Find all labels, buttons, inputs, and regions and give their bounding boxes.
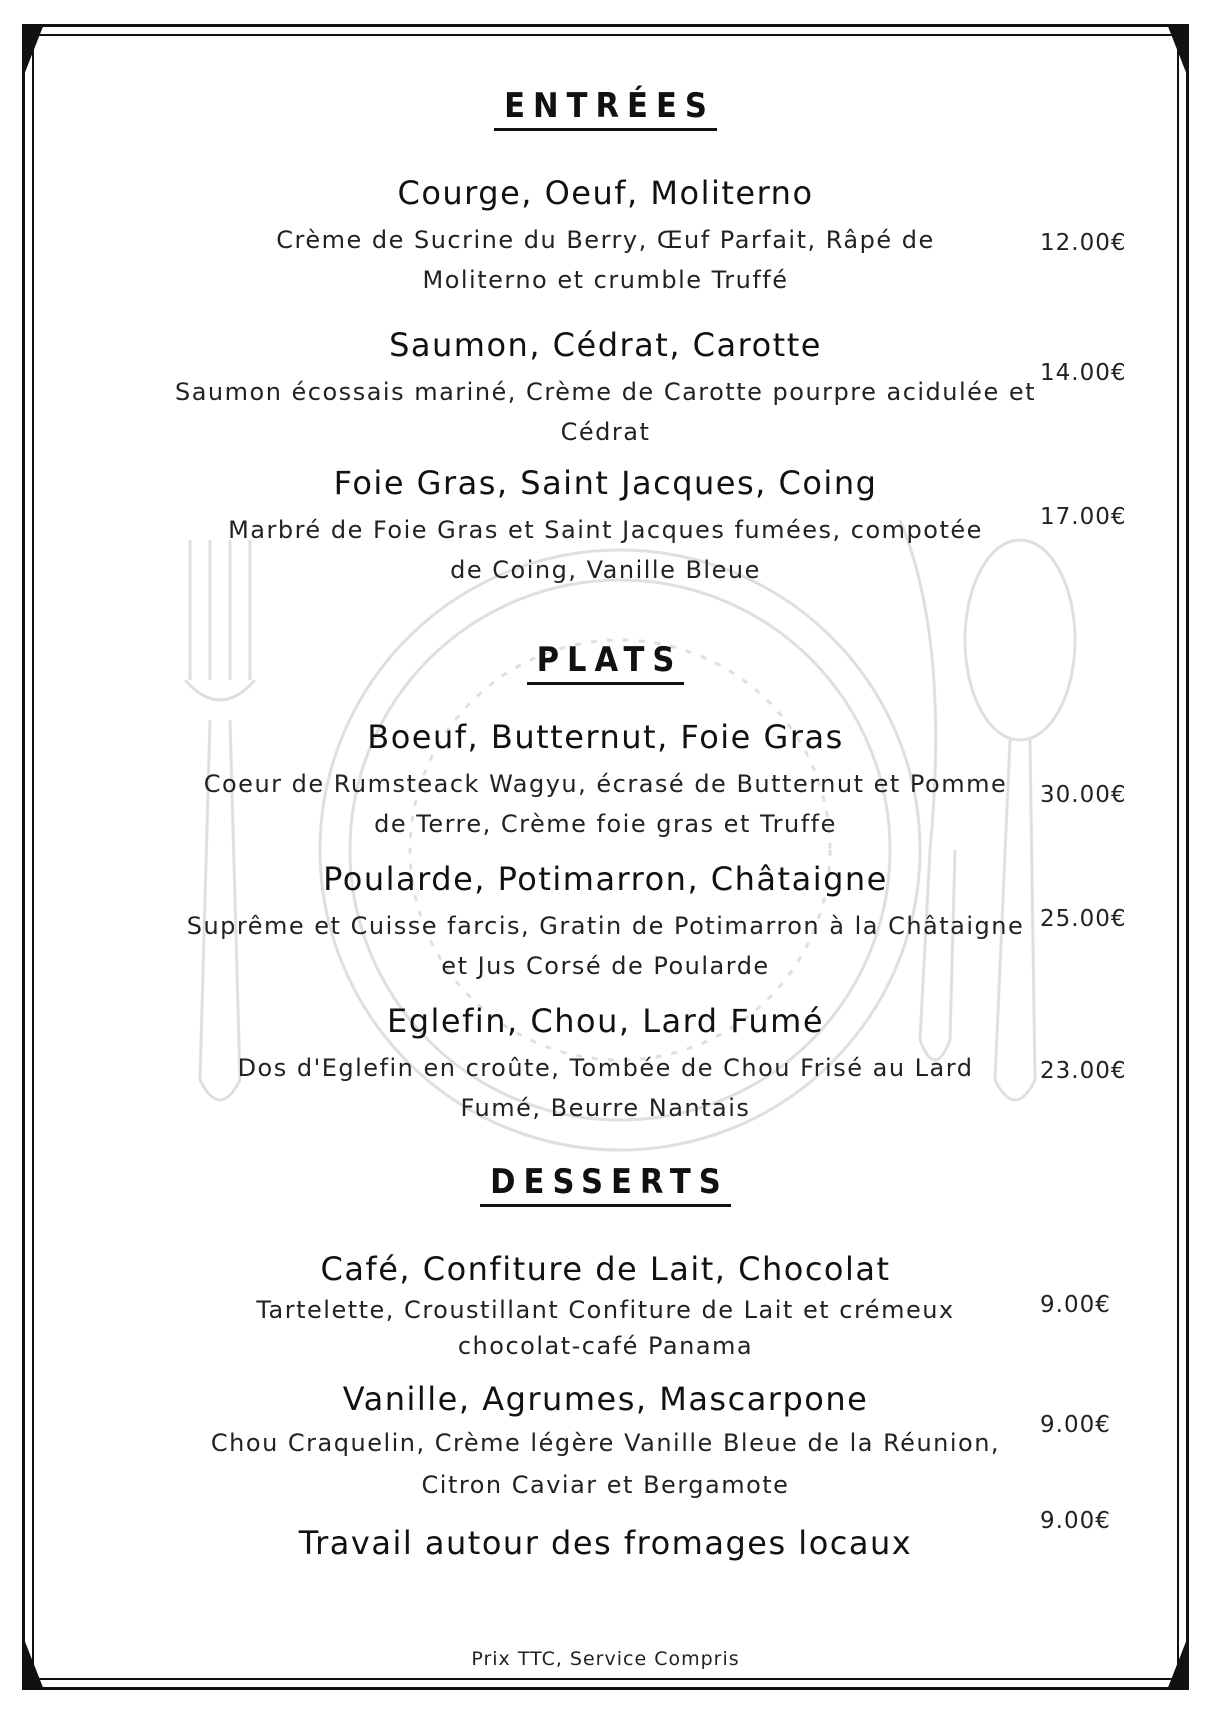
description-line: Chou Craquelin, Crème légère Vanille Bleue de la Réunion,: [210, 1429, 1001, 1457]
section-title-text: PLATS: [527, 640, 685, 685]
description-line: de Terre, Crème foie gras et Truffe: [374, 810, 837, 838]
menu-item-description: [0, 906, 1211, 986]
menu-item-name: Saumon, Cédrat, Carotte: [389, 326, 822, 364]
description-line: Saumon écossais mariné, Crème de Carotte pourpre acidulée et: [174, 378, 1037, 406]
menu-item-description: [0, 1048, 1211, 1128]
section-title-text: DESSERTS: [480, 1162, 731, 1207]
section-title-entrees: [0, 86, 1211, 126]
description-line: Dos d'Eglefin en croûte, Tombée de Chou Frisé au Lard: [237, 1054, 974, 1082]
menu-item-price: 9.00€: [1040, 1508, 1111, 1534]
menu-item-description: [0, 764, 1211, 844]
menu-item-name: Boeuf, Butternut, Foie Gras: [367, 718, 844, 756]
description-line: Fumé, Beurre Nantais: [460, 1094, 751, 1122]
footer-note: Prix TTC, Service Compris: [471, 1648, 740, 1670]
description-line: Citron Caviar et Bergamote: [421, 1471, 790, 1499]
menu-item-price: 23.00€: [1040, 1058, 1127, 1084]
menu-item-description: [0, 510, 1211, 590]
description-line: Suprême et Cuisse farcis, Gratin de Potimarron à la Châtaigne: [186, 912, 1025, 940]
section-title-desserts: [0, 1162, 1211, 1202]
menu-item-name: Travail autour des fromages locaux: [298, 1524, 913, 1562]
menu-item-price: 17.00€: [1040, 504, 1127, 530]
description-line: chocolat-café Panama: [457, 1332, 754, 1360]
menu-item-description: [0, 1292, 1211, 1364]
menu-item-name: Foie Gras, Saint Jacques, Coing: [333, 464, 878, 502]
menu-item-price: 9.00€: [1040, 1412, 1111, 1438]
description-line: de Coing, Vanille Bleue: [450, 556, 761, 584]
menu-item-price: 25.00€: [1040, 906, 1127, 932]
menu-item-name: Courge, Oeuf, Moliterno: [397, 174, 814, 212]
description-line: Crème de Sucrine du Berry, Œuf Parfait, Râpé de: [276, 226, 935, 254]
menu-item-description: [0, 372, 1211, 452]
menu-item-name: Poularde, Potimarron, Châtaigne: [323, 860, 888, 898]
menu-item-price: 12.00€: [1040, 230, 1127, 256]
menu-item-name: Vanille, Agrumes, Mascarpone: [342, 1380, 869, 1418]
menu-item-description: [0, 220, 1211, 300]
description-line: Cédrat: [560, 418, 651, 446]
description-line: Coeur de Rumsteack Wagyu, écrasé de Butternut et Pomme: [203, 770, 1008, 798]
description-line: et Jus Corsé de Poularde: [441, 952, 770, 980]
description-line: Tartelette, Croustillant Confiture de Lait et crémeux: [256, 1296, 955, 1324]
menu-item-price: 30.00€: [1040, 782, 1127, 808]
description-line: Marbré de Foie Gras et Saint Jacques fumées, compotée: [228, 516, 983, 544]
menu-item-name: Café, Confiture de Lait, Chocolat: [320, 1250, 891, 1288]
menu-item-price: 9.00€: [1040, 1292, 1111, 1318]
section-title-text: ENTRÉES: [494, 86, 717, 131]
menu-item-price: 14.00€: [1040, 360, 1127, 386]
menu-item-description: [0, 1422, 1211, 1506]
menu-item-name: Eglefin, Chou, Lard Fumé: [386, 1002, 825, 1040]
section-title-plats: [0, 640, 1211, 680]
description-line: Moliterno et crumble Truffé: [422, 266, 789, 294]
corner-ornament: [1167, 24, 1189, 80]
corner-ornament: [22, 24, 44, 80]
